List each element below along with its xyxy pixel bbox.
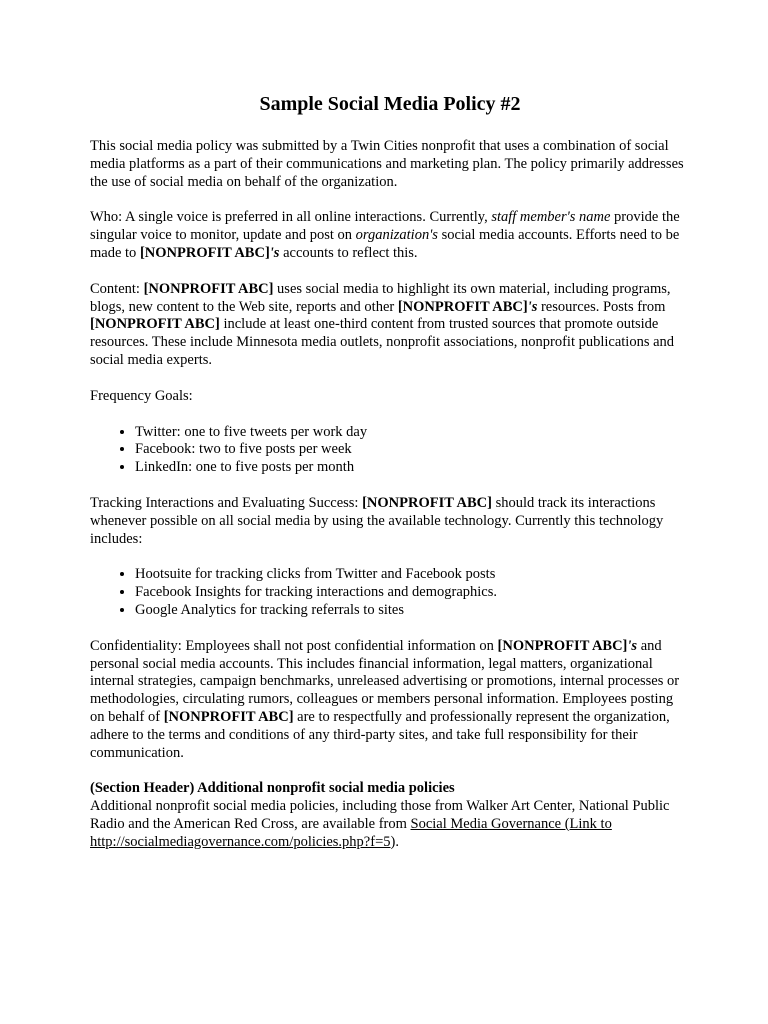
org-placeholder: [NONPROFIT ABC] [139,244,270,261]
org-possessive: 's [269,244,280,261]
frequency-list [90,424,690,477]
who-text-2: provide the singular voice to monitor, update and post on [90,209,680,244]
content-text-3: resources. Posts from [537,298,666,315]
section-header: (Section Header) Additional nonprofit social media policies [90,780,455,797]
confidentiality-text-2: and personal social media accounts. This includes financial information, legal matters, organizational internal strategies, campaign benchmarks, unreleased advertising or promotions, internal processes or methodologies, circulating rumors, colleagues or members personal information. Employees posting on behalf of [90,637,680,725]
org-placeholder: [NONPROFIT ABC] [397,298,528,315]
confidentiality-text-3: are to respectfully and professionally represent the organization, adhere to the terms and conditions of any third-party sites, and take full responsibility for their communication. [90,708,670,761]
org-placeholder: [NONPROFIT ABC] [90,316,220,333]
additional-text-2: ). [390,833,399,850]
org-placeholder: [NONPROFIT ABC] [497,637,628,654]
list-item: • Twitter: one to five tweets per work day [135,424,690,442]
tracking-list [90,566,690,619]
page-title: Sample Social Media Policy #2 [259,93,521,115]
org-placeholder: [NONPROFIT ABC] [163,708,294,725]
org-possessive: 's [527,298,538,315]
org-possessive: 's [627,637,638,654]
list-item: • Hootsuite for tracking clicks from Twitter and Facebook posts [135,566,690,584]
content-text-2: uses social media to highlight its own material, including programs, blogs, new content to the Web site, reports and other [90,280,671,315]
org-placeholder: [NONPROFIT ABC] [143,280,274,297]
staff-name-placeholder: staff member's name [491,209,611,226]
additional-text-1: Additional nonprofit social media policies, including those from Walker Art Center, National Public Radio and the American Red Cross, are available from [90,798,670,832]
document-page [90,92,690,852]
who-paragraph [90,209,690,262]
frequency-heading: Frequency Goals: [90,387,193,404]
confidentiality-paragraph [90,638,690,763]
content-paragraph [90,281,690,370]
tracking-text-2: should track its interactions whenever possible on all social media by using the available technology. Currently this technology includes: [90,494,664,547]
tracking-text-1: Tracking Interactions and Evaluating Success: [90,494,363,511]
tracking-paragraph [90,495,690,548]
confidentiality-text-1: Confidentiality: Employees shall not post confidential information on [90,637,498,654]
who-text-1: Who: A single voice is preferred in all online interactions. Currently, [90,209,492,226]
social-media-governance-link[interactable]: Social Media Governance (Link to http://socialmediagovernance.com/policies.php?f=5 [90,815,612,850]
list-item: • LinkedIn: one to five posts per month [135,459,690,477]
who-text-3: social media accounts. Efforts need to be made to [90,227,680,261]
list-item: • Facebook Insights for tracking interactions and demographics. [135,584,690,602]
org-placeholder: [NONPROFIT ABC] [362,494,492,511]
content-text-1: Content: [90,280,144,297]
content-text-4: include at least one-third content from trusted sources that promote outside resources. These include Minnesota media outlets, nonprofit associations, nonprofit publications and social media experts. [90,316,675,368]
additional-section [90,780,690,851]
who-text-4: accounts to reflect this. [279,244,418,261]
additional-paragraph [90,798,690,851]
list-item: • Google Analytics for tracking referrals to sites [135,602,690,620]
intro-paragraph: This social media policy was submitted by a Twin Cities nonprofit that uses a combination of social media platforms as a part of their communications and marketing plan. The policy primarily addresses the use of social media on behalf of the organization. [90,138,684,190]
org-name-placeholder: organization's [355,227,438,244]
list-item: • Facebook: two to five posts per week [135,441,690,459]
